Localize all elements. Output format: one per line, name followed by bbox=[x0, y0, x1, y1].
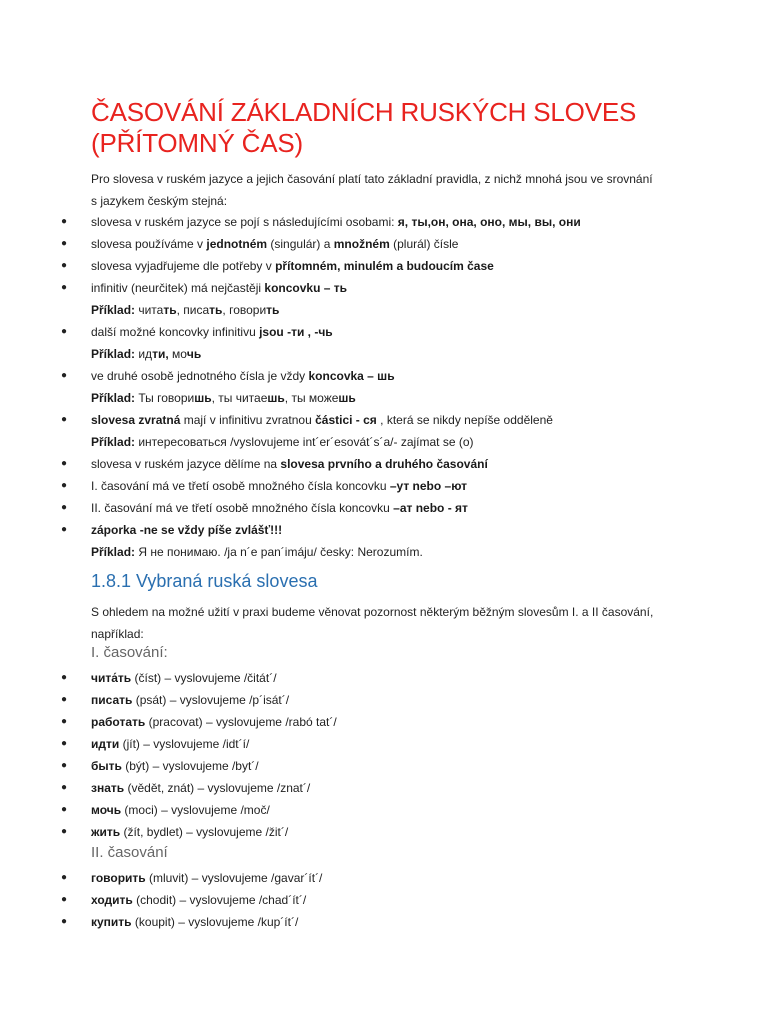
verb-word: ходить bbox=[91, 893, 133, 907]
bullet: ● bbox=[61, 480, 68, 491]
verb-translation: (žít, bydlet) – vyslovujeme /žit´/ bbox=[120, 825, 289, 839]
verb-word: писать bbox=[91, 693, 133, 707]
bullet: ● bbox=[61, 894, 68, 905]
rule-bold: – шь bbox=[363, 369, 395, 383]
example-label: Příklad: bbox=[91, 545, 136, 559]
rule-bold: –ат nebo - ят bbox=[393, 501, 468, 515]
bullet: ● bbox=[61, 760, 68, 771]
section-intro-line-2: například: bbox=[91, 627, 144, 641]
rule-bold: slovesa zvratná bbox=[91, 413, 181, 427]
bullet: ● bbox=[61, 502, 68, 513]
rule-text: slovesa vyjadřujeme dle potřeby v bbox=[91, 259, 276, 273]
example-text: интересоваться /vyslovujeme int´er´esovát´s´a/- zajímat se (o) bbox=[135, 435, 474, 449]
example-infinitive bbox=[91, 302, 279, 318]
rule-bold: koncovka bbox=[308, 369, 364, 383]
verb-translation: (číst) – vyslovujeme /čitát´/ bbox=[131, 671, 277, 685]
intro-line-1: Pro slovesa v ruském jazyce a jejich časování platí tato základní pravidla, z nichž mnohá jsou ve srovnání bbox=[91, 172, 653, 186]
rule-bold: jednotném bbox=[206, 237, 268, 251]
example-ending: ти, bbox=[152, 347, 169, 361]
bullet: ● bbox=[61, 826, 68, 837]
example-ending: шь bbox=[267, 391, 285, 405]
bullet: ● bbox=[61, 694, 68, 705]
example-ending: шь bbox=[194, 391, 212, 405]
bullet: ● bbox=[61, 524, 68, 535]
example-ending: ть bbox=[266, 303, 280, 317]
bullet: ● bbox=[61, 370, 68, 381]
rule-bold: slovesa prvního a druhého časování bbox=[280, 457, 488, 471]
rule-bold: -ne se vždy píše zvlášť!!! bbox=[136, 523, 283, 537]
example-ending: ть bbox=[163, 303, 177, 317]
rule-text: ve druhé osobě jednotného čísla je vždy bbox=[91, 369, 309, 383]
group2-title: II. časování bbox=[91, 844, 168, 861]
rule-bold: částici - ся bbox=[315, 413, 377, 427]
example-ending: ть bbox=[209, 303, 223, 317]
rule-text: další možné koncovky infinitivu bbox=[91, 325, 260, 339]
example-label: Příklad: bbox=[91, 303, 136, 317]
verb-translation: (mluvit) – vyslovujeme /gavar´ít´/ bbox=[145, 871, 323, 885]
rule-bold: záporka bbox=[91, 523, 137, 537]
rule-text: I. časování má ve třetí osobě množného čísla koncovku bbox=[91, 479, 390, 493]
bullet: ● bbox=[61, 260, 68, 271]
rule-text: infinitiv (neurčitek) má nejčastěji bbox=[91, 281, 265, 295]
group1-title: I. časování: bbox=[91, 644, 168, 661]
verb-word: знать bbox=[91, 781, 125, 795]
bullet: ● bbox=[61, 326, 68, 337]
intro-line-2: s jazykem českým stejná: bbox=[91, 194, 228, 208]
bullet: ● bbox=[61, 672, 68, 683]
example-ending: шь bbox=[338, 391, 356, 405]
example-reflexive bbox=[91, 434, 474, 450]
rule-tense bbox=[91, 258, 494, 274]
verb-word: говорить bbox=[91, 871, 146, 885]
verb-translation: (chodit) – vyslovujeme /chad´ít´/ bbox=[132, 893, 307, 907]
verb-translation: (vědět, znát) – vyslovujeme /znat´/ bbox=[124, 781, 311, 795]
rule-bold: množném bbox=[333, 237, 390, 251]
rule-infinitive bbox=[91, 280, 347, 296]
verb-item bbox=[91, 914, 298, 930]
example-text: , ты може bbox=[284, 391, 339, 405]
rule-bold: я, ты,он, она, оно, мы, вы, они bbox=[397, 215, 581, 229]
rule-persons bbox=[91, 214, 581, 230]
rule-text: slovesa používáme v bbox=[91, 237, 207, 251]
rule-other-endings bbox=[91, 324, 333, 340]
page-title: ČASOVÁNÍ ZÁKLADNÍCH RUSKÝCH SLOVES (PŘÍTOMNÝ ČAS) bbox=[91, 97, 637, 158]
bullet: ● bbox=[61, 414, 68, 425]
bullet: ● bbox=[61, 282, 68, 293]
example-text: Ты говори bbox=[135, 391, 195, 405]
verb-item bbox=[91, 758, 259, 774]
example-label: Příklad: bbox=[91, 347, 136, 361]
verb-translation: (pracovat) – vyslovujeme /rabó tat´/ bbox=[145, 715, 337, 729]
rule-first-conjugation bbox=[91, 478, 467, 494]
rule-second-conjugation bbox=[91, 500, 468, 516]
verb-item bbox=[91, 824, 288, 840]
verb-word: идти bbox=[91, 737, 120, 751]
verb-word: быть bbox=[91, 759, 122, 773]
example-text: , говори bbox=[222, 303, 267, 317]
example-text: , писа bbox=[176, 303, 210, 317]
verb-word: жить bbox=[91, 825, 121, 839]
bullet: ● bbox=[61, 916, 68, 927]
verb-item bbox=[91, 736, 249, 752]
example-negation bbox=[91, 544, 423, 560]
bullet: ● bbox=[61, 238, 68, 249]
rule-text: , která se nikdy nepíše odděleně bbox=[376, 413, 553, 427]
verb-item bbox=[91, 870, 322, 886]
rule-bold: jsou -ти , -чь bbox=[259, 325, 333, 339]
verb-item bbox=[91, 802, 270, 818]
verb-translation: (být) – vyslovujeme /byt´/ bbox=[121, 759, 259, 773]
example-ending: чь bbox=[186, 347, 202, 361]
example-label: Příklad: bbox=[91, 435, 136, 449]
rule-conjugations bbox=[91, 456, 488, 472]
verb-word: мочь bbox=[91, 803, 122, 817]
bullet: ● bbox=[61, 804, 68, 815]
rule-negation bbox=[91, 522, 282, 538]
verb-word: работать bbox=[91, 715, 146, 729]
verb-item bbox=[91, 892, 306, 908]
rule-text: mají v infinitivu zvratnou bbox=[180, 413, 316, 427]
example-text: Я не понимаю. /ja n´e pan´imáju/ česky: Nerozumím. bbox=[135, 545, 423, 559]
verb-item bbox=[91, 692, 289, 708]
rule-text: (plurál) čísle bbox=[389, 237, 459, 251]
bullet: ● bbox=[61, 738, 68, 749]
section-intro-line-1: S ohledem na možné užití v praxi budeme věnovat pozornost některým běžným slovesům I. a II časování, bbox=[91, 605, 654, 619]
rule-text: slovesa v ruském jazyce dělíme na bbox=[91, 457, 281, 471]
rule-bold: –ут nebo –ют bbox=[389, 479, 468, 493]
example-text: , ты читае bbox=[211, 391, 268, 405]
verb-translation: (jít) – vyslovujeme /idt´í/ bbox=[119, 737, 250, 751]
bullet: ● bbox=[61, 872, 68, 883]
rule-bold: přítomném, minulém a budoucím čase bbox=[275, 259, 494, 273]
example-second-person bbox=[91, 390, 356, 406]
rule-text: slovesa v ruském jazyce se pojí s následujícími osobami: bbox=[91, 215, 398, 229]
verb-word: чита́ть bbox=[91, 671, 132, 685]
bullet: ● bbox=[61, 782, 68, 793]
rule-number bbox=[91, 236, 458, 252]
example-text: чита bbox=[135, 303, 164, 317]
section-heading: 1.8.1 Vybraná ruská slovesa bbox=[91, 571, 318, 591]
rule-bold: – ть bbox=[320, 281, 348, 295]
rule-bold: koncovku bbox=[264, 281, 321, 295]
verb-word: купить bbox=[91, 915, 132, 929]
verb-translation: (moci) – vyslovujeme /moč/ bbox=[121, 803, 270, 817]
verb-item bbox=[91, 780, 310, 796]
example-label: Příklad: bbox=[91, 391, 136, 405]
rule-text: (singulár) a bbox=[267, 237, 334, 251]
verb-item bbox=[91, 714, 337, 730]
bullet: ● bbox=[61, 716, 68, 727]
verb-item bbox=[91, 670, 277, 686]
example-text: мо bbox=[168, 347, 187, 361]
bullet: ● bbox=[61, 458, 68, 469]
example-text: ид bbox=[135, 347, 153, 361]
verb-translation: (psát) – vyslovujeme /p´isát´/ bbox=[132, 693, 290, 707]
bullet: ● bbox=[61, 216, 68, 227]
rule-second-person bbox=[91, 368, 395, 384]
rule-reflexive bbox=[91, 412, 553, 428]
verb-translation: (koupit) – vyslovujeme /kup´ít´/ bbox=[131, 915, 299, 929]
example-other-endings bbox=[91, 346, 201, 362]
rule-text: II. časování má ve třetí osobě množného čísla koncovku bbox=[91, 501, 394, 515]
